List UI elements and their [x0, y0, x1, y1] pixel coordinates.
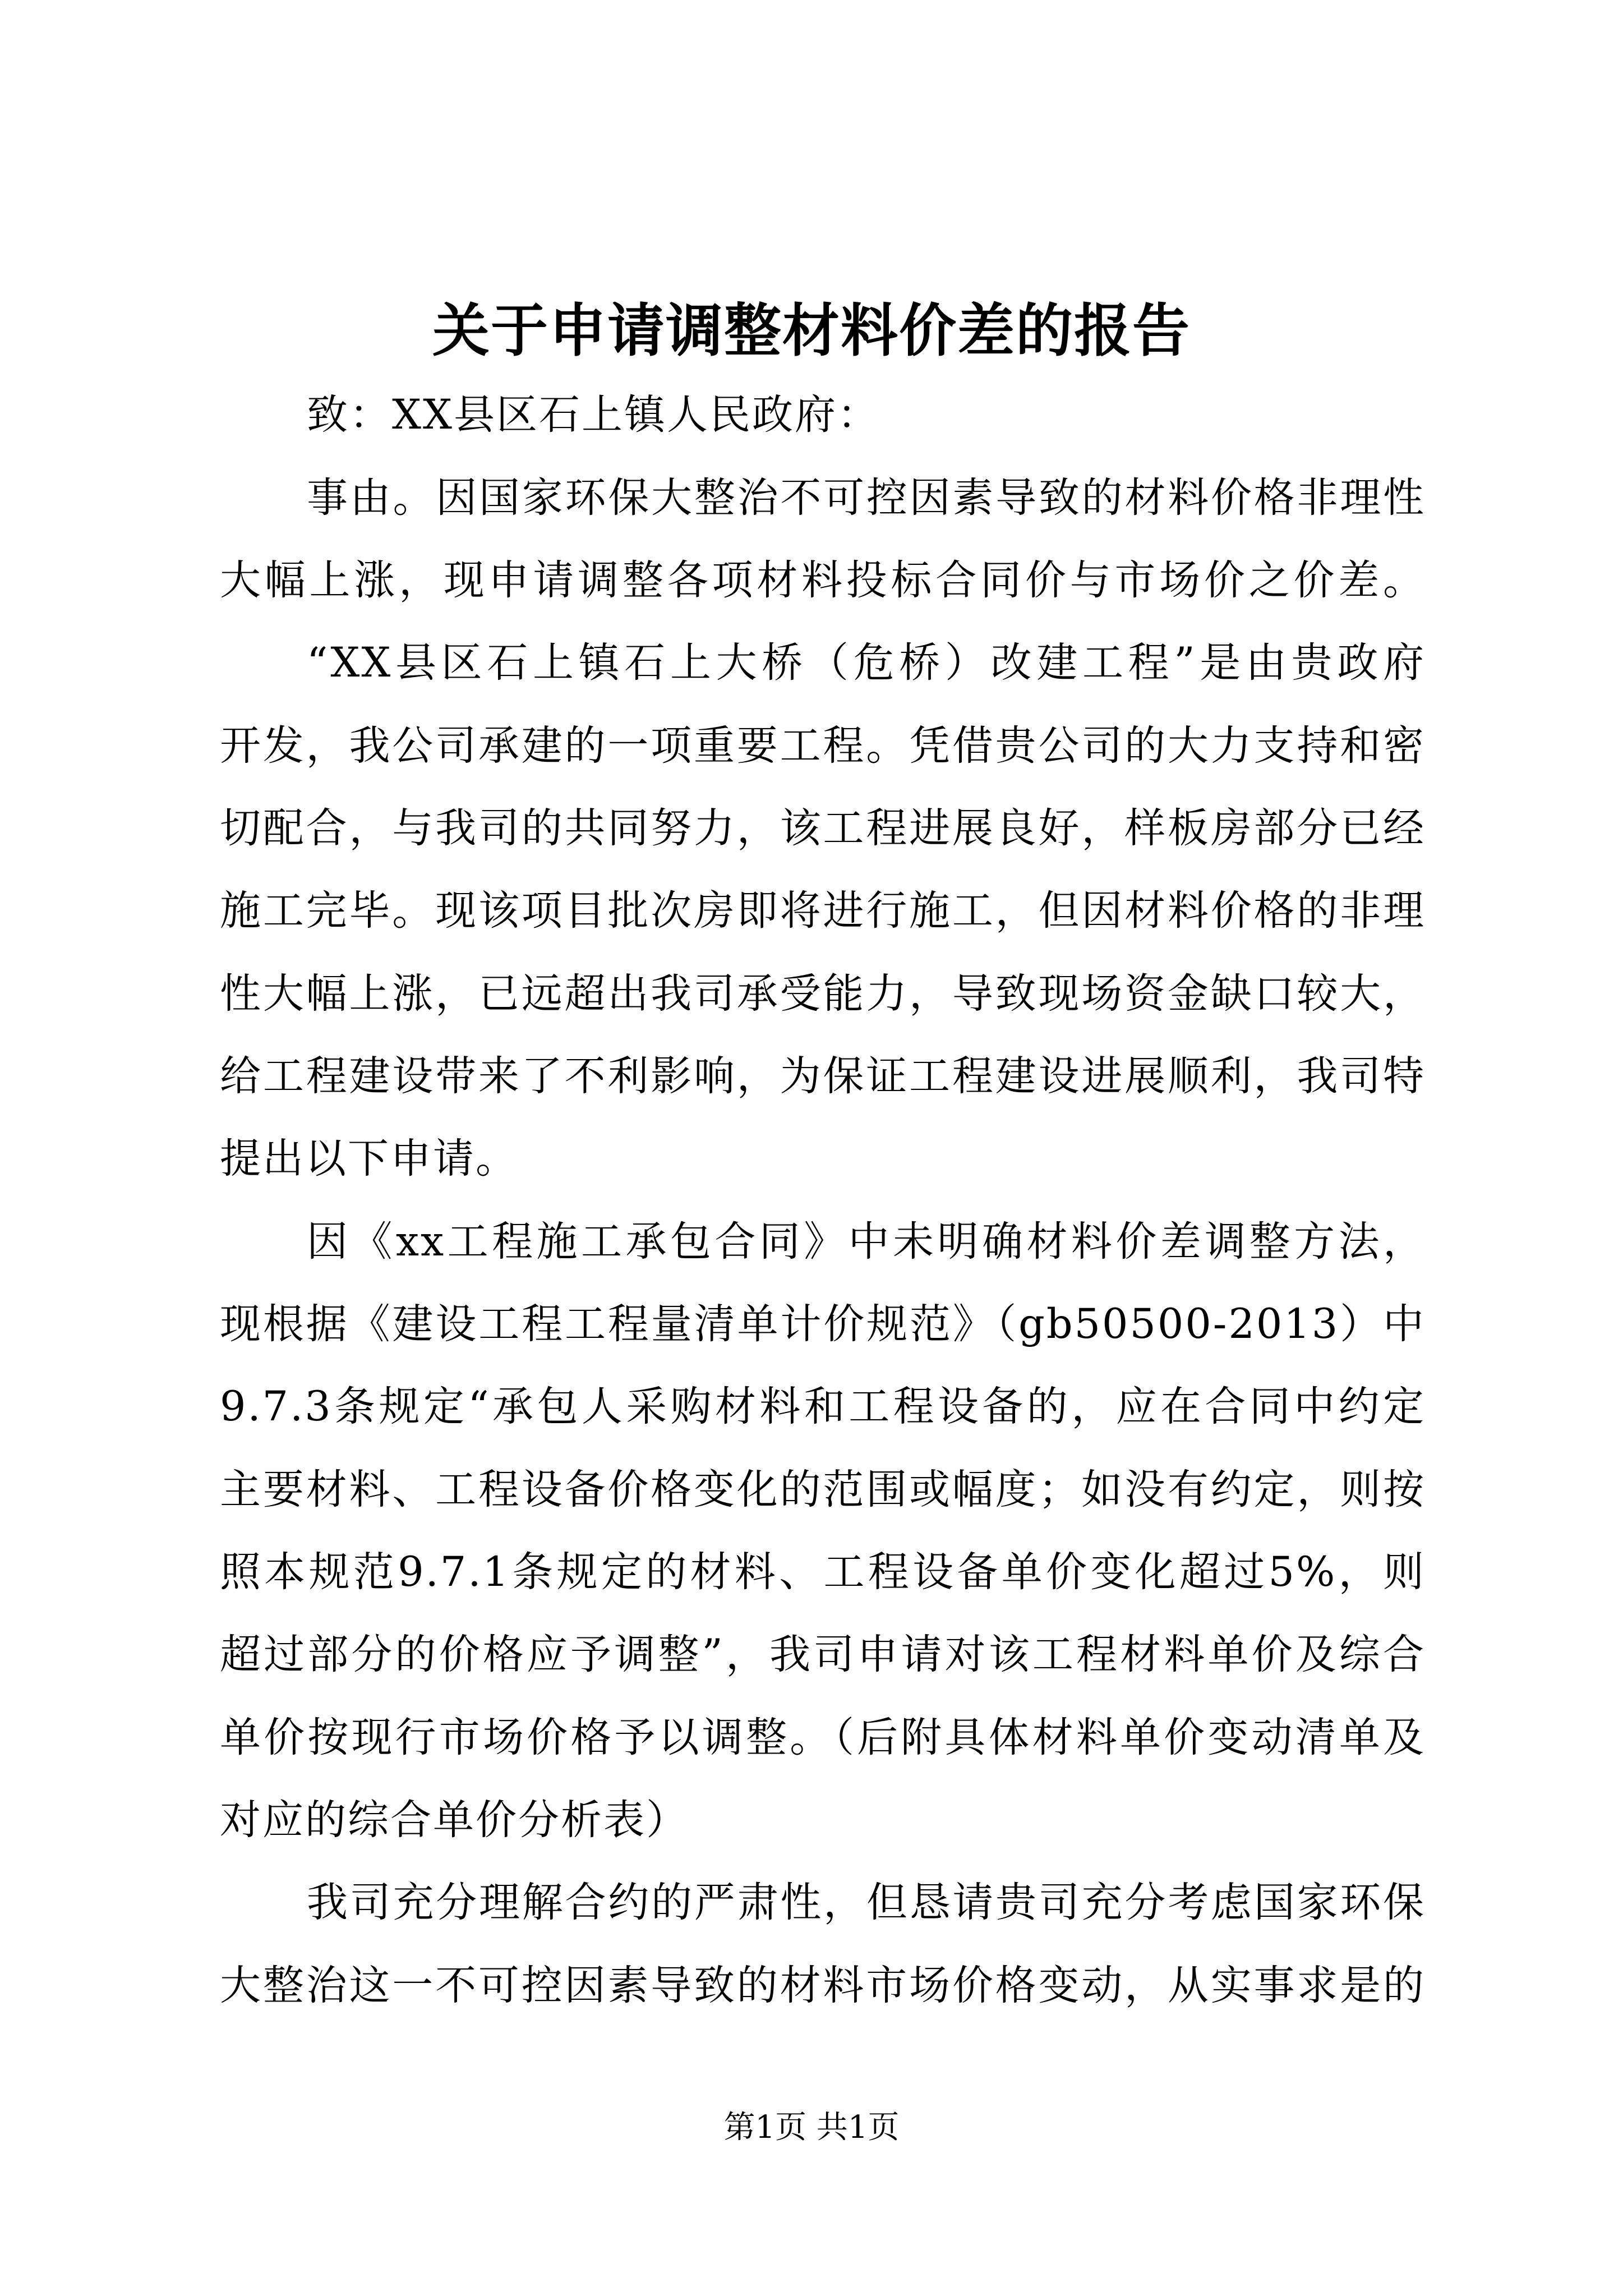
body-line: 照本规范9.7.1条规定的材料、工程设备单价变化超过5%，则: [220, 1548, 1426, 1596]
body-line: 单价按现行市场价格予以调整。（后附具体材料单价变动清单及: [220, 1714, 1426, 1761]
body-line: 大整治这一不可控因素导致的材料市场价格变动，从实事求是的: [220, 1962, 1426, 2009]
body-line: 开发，我公司承建的一项重要工程。凭借贵公司的大力支持和密: [220, 722, 1426, 770]
body-line: 事由。因国家环保大整治不可控因素导致的材料价格非理性: [307, 474, 1426, 522]
body-line: 施工完毕。现该项目批次房即将进行施工，但因材料价格的非理: [220, 887, 1426, 935]
body-line: 大幅上涨，现申请调整各项材料投标合同价与市场价之价差。: [220, 556, 1426, 604]
body-line: 给工程建设带来了不利影响，为保证工程建设进展顺利，我司特: [220, 1052, 1426, 1100]
document-title: 关于申请调整材料价差的报告: [432, 297, 1191, 365]
body-line: 超过部分的价格应予调整”，我司申请对该工程材料单价及综合: [220, 1631, 1426, 1678]
body-line: 现根据《建设工程工程量清单计价规范》（gb50500-2013）中: [220, 1300, 1426, 1348]
body-line: “XX县区石上镇石上大桥（危桥）改建工程”是由贵政府: [307, 639, 1426, 687]
body-line: 9.7.3条规定“承包人采购材料和工程设备的，应在合同中约定: [220, 1383, 1426, 1430]
body-line: 对应的综合单价分析表）: [220, 1796, 689, 1844]
body-line: 因《xx工程施工承包合同》中未明确材料价差调整方法，: [307, 1218, 1426, 1266]
body-line: 主要材料、工程设备价格变化的范围或幅度；如没有约定，则按: [220, 1466, 1426, 1513]
body-line: 切配合，与我司的共同努力，该工程进展良好，样板房部分已经: [220, 804, 1426, 852]
body-line: 我司充分理解合约的严肃性，但恳请贵司充分考虑国家环保: [307, 1879, 1426, 1926]
body-line: 性大幅上涨，已远超出我司承受能力，导致现场资金缺口较大，: [220, 970, 1426, 1018]
body-line: 提出以下申请。: [220, 1135, 518, 1182]
page-number: 第1页 共1页: [723, 2109, 900, 2146]
salutation-line: 致：XX县区石上镇人民政府：: [307, 391, 880, 439]
